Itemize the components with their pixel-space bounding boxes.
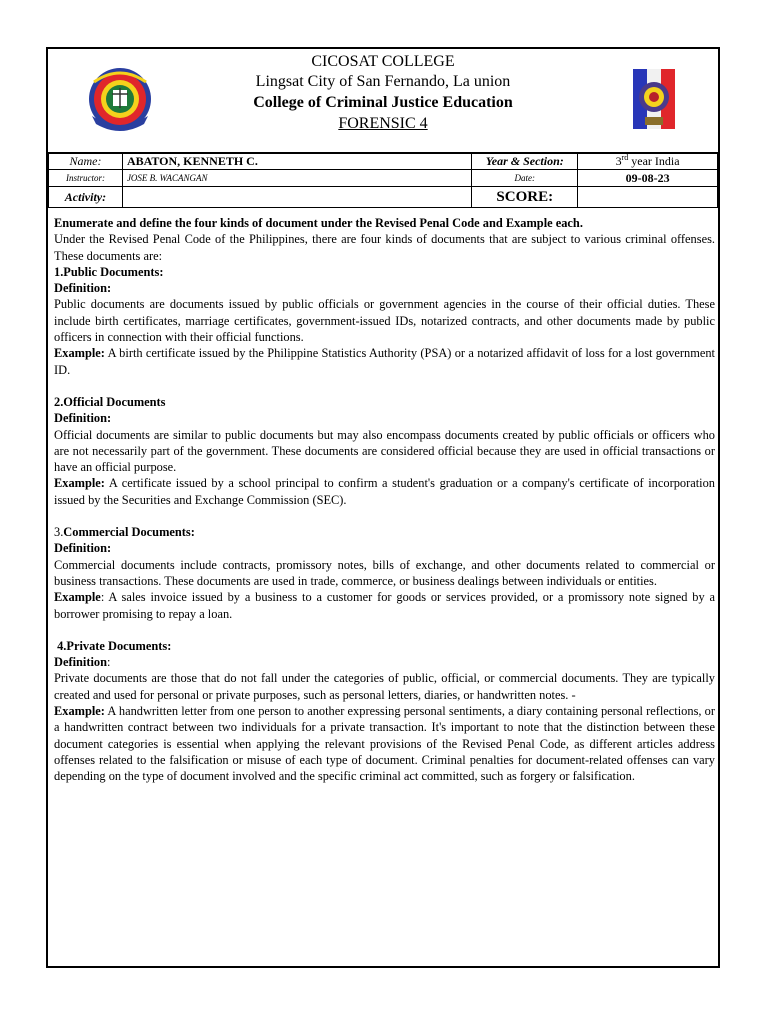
name-label: Name: bbox=[49, 153, 123, 170]
section-2-example-text: A certificate issued by a school principal to confirm a student's graduation or a company's certificate of incorporation issued by the Securities and Exchange Commission (SEC). bbox=[54, 476, 715, 507]
section-3-definition-label: Definition: bbox=[54, 541, 112, 556]
section-2-definition-label: Definition: bbox=[54, 411, 112, 426]
section-1-title: 1.Public Documents: bbox=[54, 264, 164, 279]
section-4-definition-heading bbox=[54, 654, 715, 670]
document-header bbox=[48, 49, 718, 154]
section-4-definition-label: Definition bbox=[54, 655, 108, 670]
college-name: CICOSAT COLLEGE bbox=[311, 53, 455, 70]
instructor-label: Instructor: bbox=[49, 170, 123, 187]
department-badge-logo bbox=[631, 67, 677, 131]
section-1-definition: Public documents are documents issued by public officials or government agencies in the course of their official duties. These include birth certificates, marriage certificates, government-issued IDs, notarized contracts, and other documents made by public officers in connection with their official functions. bbox=[54, 297, 715, 345]
section-4-definition: Private documents are those that do not fall under the categories of public, official, or commercial documents. They are typically created and used for personal or private purposes, such as personal letters, diaries, or handwritten notes. - bbox=[54, 671, 715, 702]
section-4-example bbox=[54, 703, 715, 784]
section-1-example-text: A birth certificate issued by the Philippine Statistics Authority (PSA) or a notarized affidavit of loss for a lost government ID. bbox=[54, 346, 715, 377]
section-4-example-label: Example: bbox=[54, 704, 105, 719]
section-4-example-text: A handwritten letter from one person to another expressing personal sentiments, a diary containing personal reflections, or a handwritten contract between two individuals for a private transaction. It's important to note that the distinction between these document categories is essential when applying the relevant provisions of the Revised Penal Code, as different articles address offenses related to the falsification or misuse of each type of document. Criminal penalties for document-related offenses can vary depending on the type of document involved and the specific criminal act committed, such as forgery or falsification. bbox=[54, 704, 715, 784]
section-1-example-label: Example: bbox=[54, 346, 105, 361]
date-label: Date: bbox=[472, 170, 578, 187]
section-4-title: 4.Private Documents: bbox=[54, 638, 172, 653]
section-2-example bbox=[54, 475, 715, 508]
college-address: Lingsat City of San Fernando, La union bbox=[255, 73, 511, 90]
score-label: SCORE: bbox=[472, 187, 578, 208]
section-2-title: 2.Official Documents bbox=[54, 394, 166, 409]
section-3-example-label: Example bbox=[54, 590, 101, 605]
instructor-value: JOSE B. WACANGAN bbox=[122, 170, 471, 187]
section-3-example-text: : A sales invoice issued by a business to a customer for goods or services provided, or a promissory note signed by a borrower promising to repay a loan. bbox=[54, 590, 715, 621]
department-name: College of Criminal Justice Education bbox=[253, 94, 513, 111]
year-section-text: year India bbox=[628, 154, 680, 168]
year-section-value bbox=[578, 153, 718, 170]
activity-value bbox=[122, 187, 471, 208]
section-4-definition-colon: : bbox=[107, 655, 111, 670]
section-3-number: 3. bbox=[54, 525, 64, 540]
question-text: Enumerate and define the four kinds of document under the Revised Penal Code and Example each. bbox=[54, 216, 583, 230]
section-3-definition: Commercial documents include contracts, promissory notes, bills of exchange, and other documents related to commercial or business transactions. These documents are used in trade, commerce, or business dealings between individuals or entities. bbox=[54, 557, 715, 588]
intro-paragraph: Under the Revised Penal Code of the Philippines, there are four kinds of documents that are subject to various criminal offenses. These documents are: bbox=[54, 232, 715, 263]
section-1-definition-label: Definition: bbox=[54, 281, 112, 296]
date-value: 09-08-23 bbox=[578, 170, 718, 187]
year-ordinal: rd bbox=[621, 153, 629, 162]
answer-body bbox=[54, 215, 715, 785]
section-3-example bbox=[54, 589, 715, 622]
section-2-example-label: Example: bbox=[54, 476, 105, 491]
year-section-label: Year & Section: bbox=[472, 153, 578, 170]
student-info-table bbox=[48, 152, 718, 208]
subject-title: FORENSIC 4 bbox=[338, 115, 428, 132]
section-3-title: Commercial Documents: bbox=[63, 525, 195, 540]
activity-label: Activity: bbox=[49, 187, 123, 208]
year-number: 3 bbox=[615, 154, 622, 168]
score-value bbox=[578, 187, 718, 208]
name-value: ABATON, KENNETH C. bbox=[122, 153, 471, 170]
section-1-example bbox=[54, 345, 715, 378]
worksheet bbox=[46, 47, 720, 968]
section-2-definition: Official documents are similar to public documents but may also encompass documents created by public officials or officers who are not necessarily part of the government. These documents are considered official because they are used in official transactions or have an official purpose. bbox=[54, 427, 715, 475]
section-3-heading bbox=[54, 524, 715, 540]
